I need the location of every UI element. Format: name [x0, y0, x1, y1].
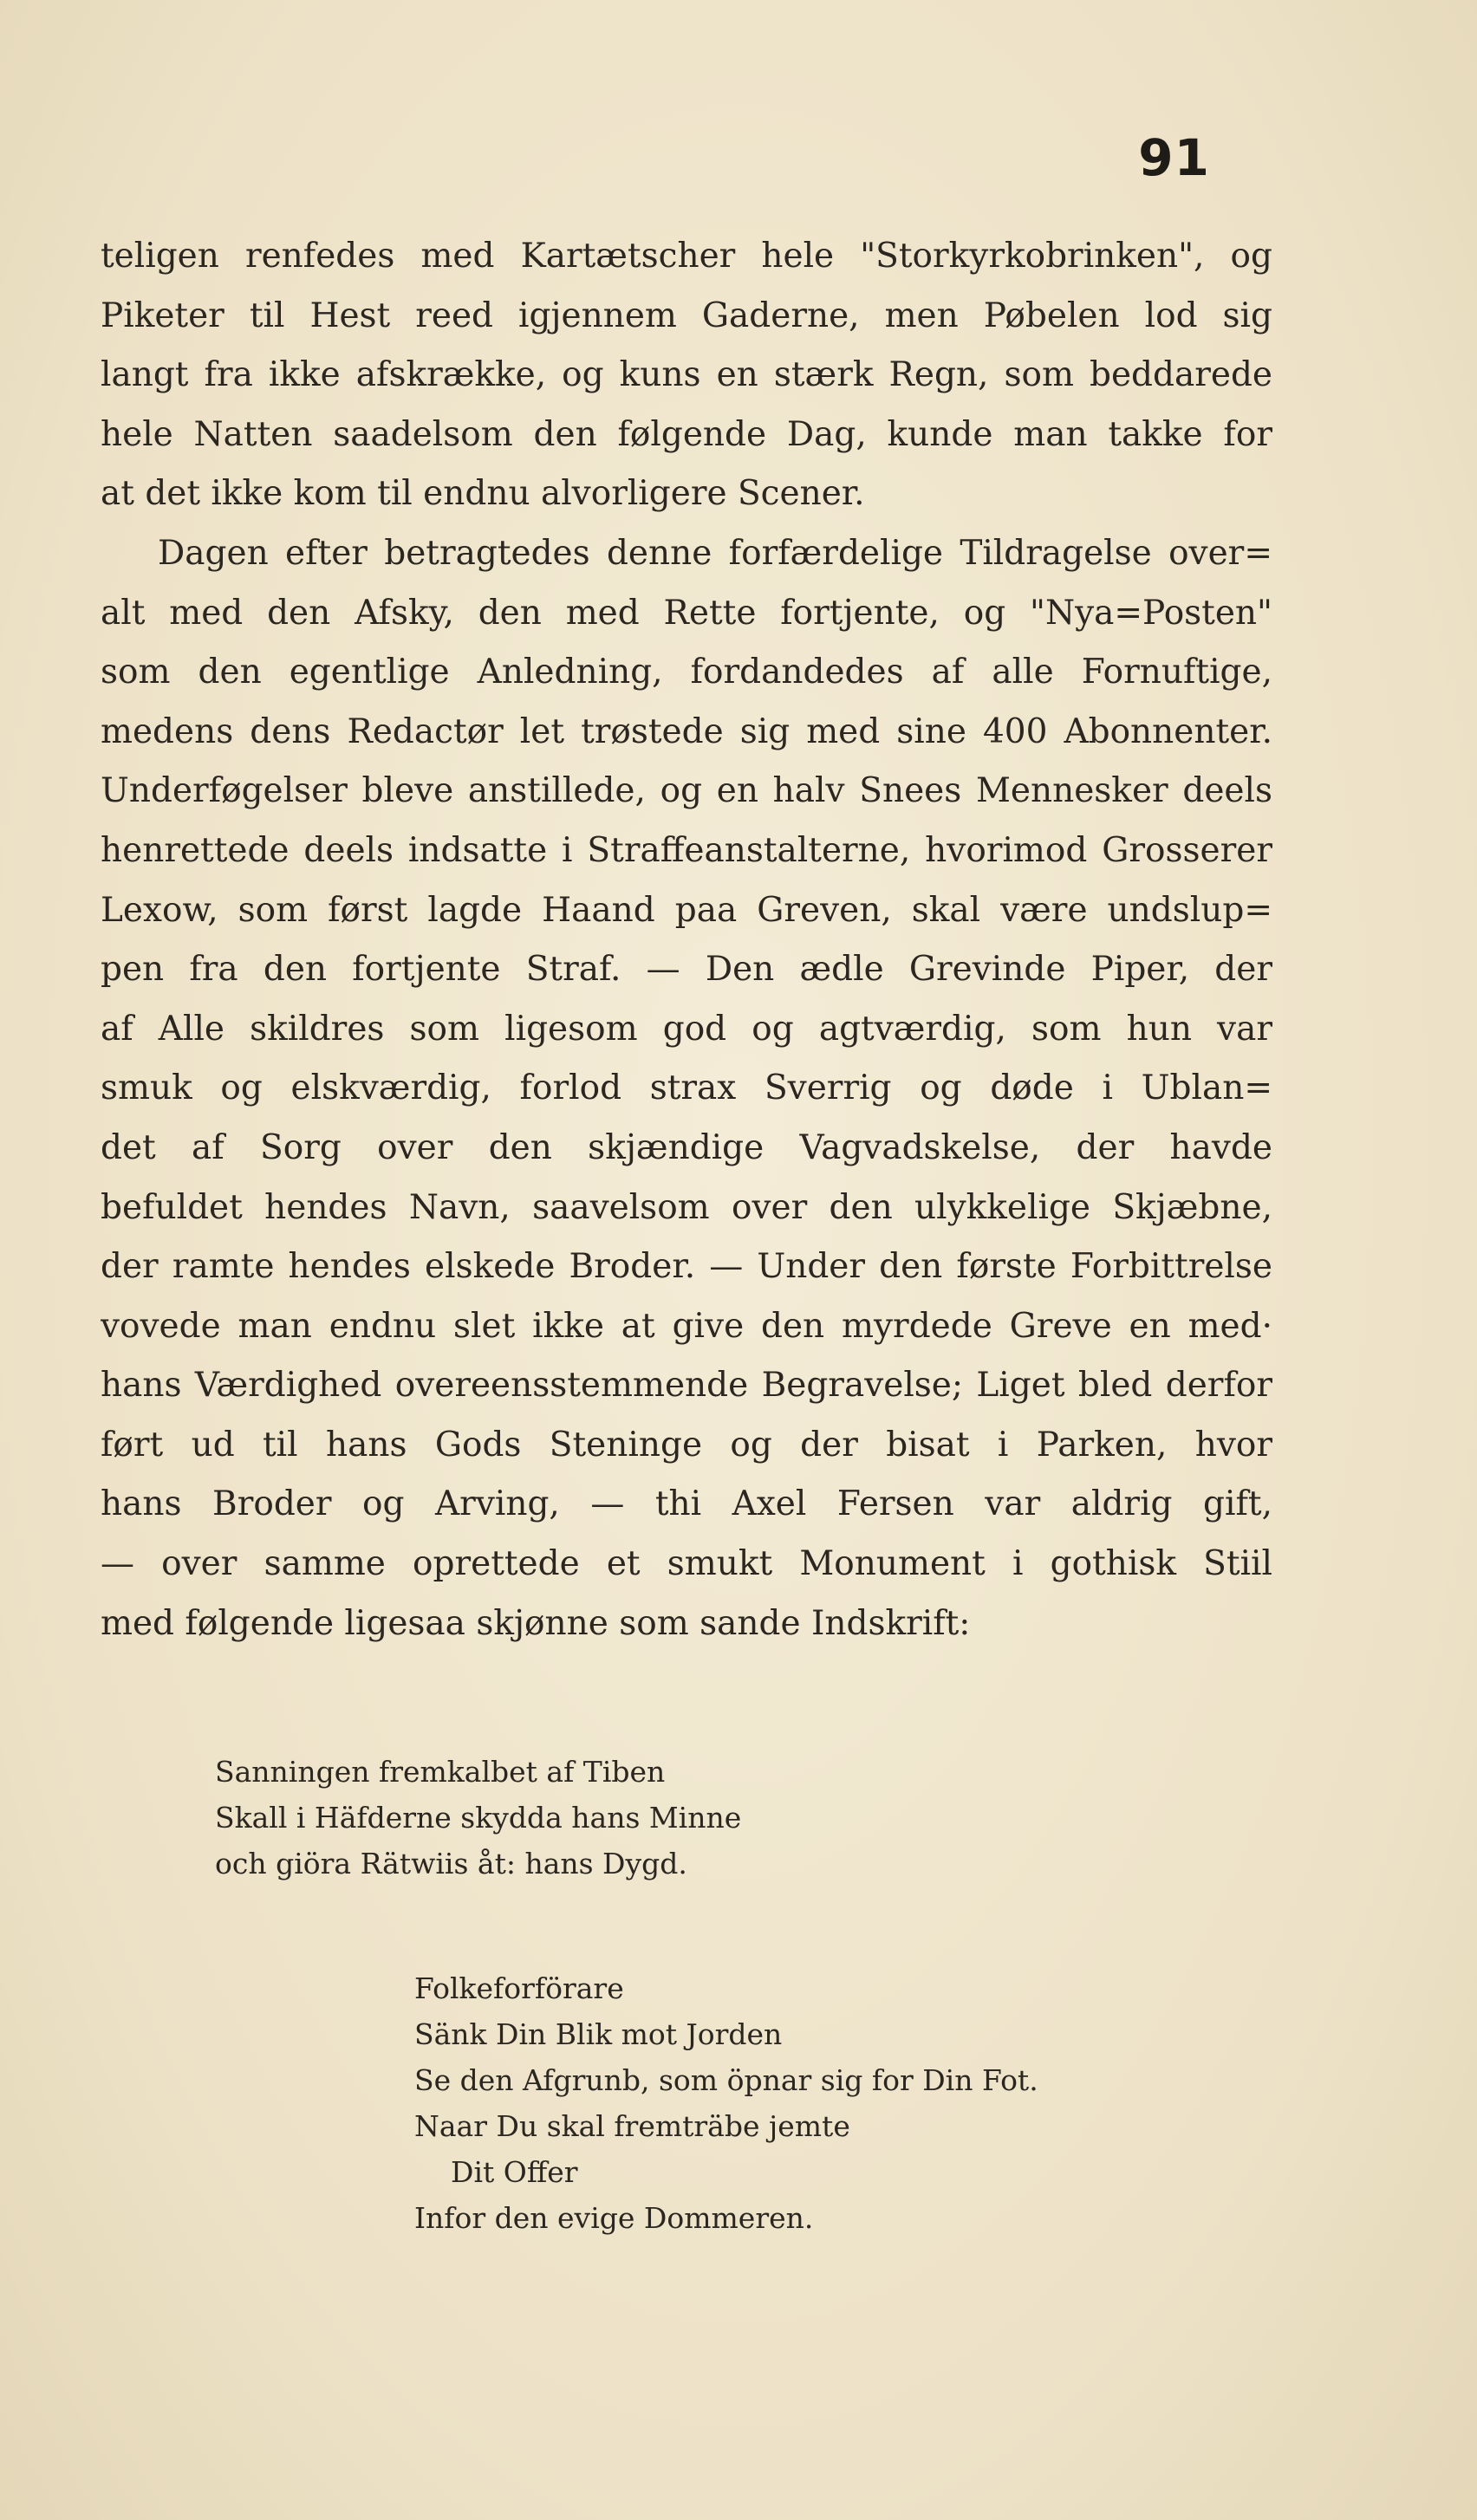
inscription-stanza-two: [414, 1965, 1194, 2241]
text-line: teligen renfedes med Kartætscher hele "Storkyrkobrinken", og: [101, 237, 1272, 276]
body-text: [101, 227, 1272, 1653]
text-line: henrettede deels indsatte i Straffeanstalterne, hvorimod Grosserer: [101, 830, 1272, 870]
text-line: hans Broder og Arving, — thi Axel Fersen var aldrig gift,: [101, 1484, 1272, 1524]
text-line: Piketer til Hest reed igjennem Gaderne, men Pøbelen lod sig: [101, 296, 1272, 335]
text-line: hele Natten saadelsom den følgende Dag, kunde man takke for: [101, 414, 1272, 454]
verse-line: Infor den evige Dommeren.: [414, 2201, 814, 2235]
text-line: Dagen efter betragtedes denne forfærdelige Tildragelse over=: [158, 533, 1272, 573]
text-line: langt fra ikke afskrække, og kuns en stærk Regn, som beddarede: [101, 355, 1272, 395]
text-line: ført ud til hans Gods Steninge og der bisat i Parken, hvor: [101, 1425, 1272, 1465]
text-line: Underføgelser bleve anstillede, og en halv Snees Mennesker deels: [101, 771, 1272, 811]
text-line: pen fra den fortjente Straf. — Den ædle Grevinde Piper, der: [101, 950, 1272, 990]
verse-line: Folkeforförare: [414, 1971, 624, 2005]
verse-line: och giöra Rätwiis åt: hans Dygd.: [215, 1847, 687, 1880]
text-line: af Alle skildres som ligesom god og agtværdig, som hun var: [101, 1009, 1272, 1049]
text-line: at det ikke kom til endnu alvorligere Scener.: [101, 474, 865, 514]
page-number: 91: [1138, 128, 1210, 187]
verse-line: Naar Du skal fremträbe jemte: [414, 2109, 850, 2143]
verse-line: Sänk Din Blik mot Jorden: [414, 2017, 783, 2051]
text-line: som den egentlige Anledning, fordandedes af alle Fornuftige,: [101, 653, 1272, 692]
text-line: alt med den Afsky, den med Rette fortjente, og "Nya=Posten": [101, 593, 1272, 633]
text-line: medens dens Redactør let trøstede sig med sine 400 Abonnenter.: [101, 711, 1272, 751]
text-line: smuk og elskværdig, forlod strax Sverrig og døde i Ublan=: [101, 1068, 1272, 1108]
text-line: befuldet hendes Navn, saavelsom over den ulykkelige Skjæbne,: [101, 1187, 1272, 1227]
verse-line: Skall i Häfderne skydda hans Minne: [215, 1801, 742, 1835]
text-line: der ramte hendes elskede Broder. — Under den første Forbittrelse: [101, 1247, 1272, 1287]
text-line: hans Værdighed overeensstemmende Begravelse; Liget bled derfor: [101, 1366, 1272, 1406]
verse-line: Se den Afgrunb, som öpnar sig for Din Fot.: [414, 2063, 1038, 2097]
text-line: — over samme oprettede et smukt Monument i gothisk Stiil: [101, 1544, 1272, 1584]
text-line: det af Sorg over den skjændige Vagvadskelse, der havde: [101, 1127, 1272, 1167]
text-line: Lexow, som først lagde Haand paa Greven, skal være undslup=: [101, 890, 1272, 930]
verse-line: Sanningen fremkalbet af Tiben: [215, 1755, 666, 1789]
inscription-stanza-one: [215, 1749, 1082, 1887]
verse-line: Dit Offer: [451, 2155, 578, 2189]
text-line: vovede man endnu slet ikke at give den myrdede Greve en med·: [101, 1306, 1272, 1346]
text-line: med følgende ligesaa skjønne som sande Indskrift:: [101, 1603, 971, 1643]
